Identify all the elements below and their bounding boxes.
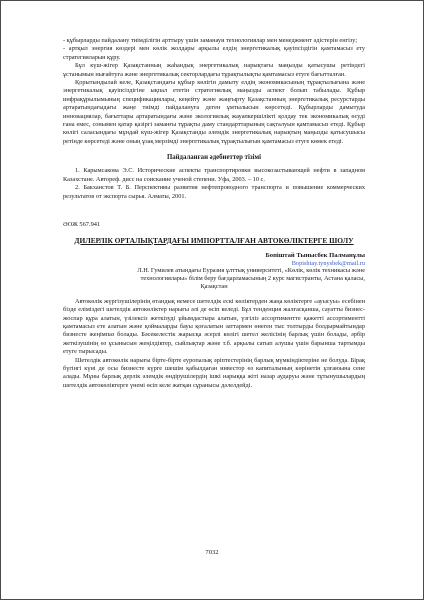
affiliation-line: Қазақстан [200,283,228,291]
body-paragraph: Шетелдік автокөлік нарығы бірте-бірте еуропалық әріптестерінің барлық мүмкіндіктеріне не болуда. Бірақ бүгінгі күні де осы бизнесте күрге шешім қабылдаған инвестор өз капиталының көрінетін ұлғаюына сене алады. Мұны барлық дерлік әлемдік өндірушілердің ішкі нарыққа жіті назар аударуы және тұтынушылардың шетелдік автокөліктерге үнемі өсіп келе жатқан сұранысы дәлелдейді. [63,356,365,389]
page-number: 7032 [205,549,219,556]
conclusion-paragraph: Қорытындылай келе, Қазақстандағы құбыр көлігін дамыту елдің экономикасының тұрақтылығына және энергетикалық қауіпсіздігіне ықпал ететін стратегиялық маңызды аспект болып табылады. Құбыр инфрақұрылымының спецификациялары, кеңейту және жаңғырту Қазақстанның энергетикалық ресурстарды артаратындағыдағы жаңе тиімді пайдалануға деген ұмтылысын көрсетеді. Құбырларды дамытуда инновациялар, бағыттары артаратындағы және экологиялық жауапкершілікті қолдау тек экономикалық өсуді ғана емес, сонымен қатар қазіргі заманғы тұрақты даму стандарттарының сақталуын қамтамасыз етеді. Құбыр көлігі саласындағы мұндай күш-жігер Қазақстанды әлемдік энергетикалық нарықтың маңызды қатысушысы ретінде көрсетеді және оның ұзақ мерзімді энергетикалық тұрақтылығын қамтамасыз етуге көмек етеді. [63,79,365,145]
body-paragraph: Автокөлік жүргізушілерінің өтандық немесе шетелдік ескі көліктерден жаңа көліктерге «ауысуы» есебінен бізде еліміздегі шетелдік автокөліктер нарығы әлі де өсіп келеді. Бұл тенденция жалғасқанша, сауатты бизнес-жоспар құра алатын, үзілексіз жеткізуді ұйымдастыра алатын, үзгіліз ассортиментте қажетті ассортиментті қамтамасыз ете алатын және қоймаларды бауы қоғалатын заттармен өнеген тыс толтырды болдырмайтындар бизнесте жеңімпаз болады. Бәсекелестік жарысқа әсерлі көлігі шетел желісінің барлық үшін болады, әрбір жеткізушінің өз ұсынысын жеңілдіктер, сыйлықтар және т.б. арқылы сатып алушы үшін барынша тартымды етуге тырысады. [63,297,365,356]
reference-item: 1. Карымсакова Э.С. Исторические аспекты транспортировки высокозастывающей нефти в западном Казахстане. Автореф. дисс на соискание ученой степени. Уфа, 2003. – 10 с. [63,167,365,183]
page-content [63,37,365,390]
bullet-paragraph: - құбырларды пайдалану тиімділігін арттыру үшін заманауи технологиялар мен менеджмент әдістерін енгізу; [63,37,358,44]
reference-item: 2. Бакханстов Т. Б. Перспективы развития нефтепроводного транспорта и повышение коммерческих результатов от экспорта сырья. Алматы, 2001. [63,184,365,200]
affiliation-line: Л.Н. Гумилев атындағы Еуразия ұлттық университеті, «Көлік, көлік техникасы және [137,266,365,274]
article-title: ДИЛЕРЛІК ОРТАЛЫҚТАРДАҒЫ ИМПОРТТАЛҒАН АВТОКӨЛІКТЕРГЕ ШОЛУ [74,235,354,245]
author-name: Бопіштай Тынысбек Палманұлы [265,251,365,259]
bullet-paragraph: - артқыл энергия көздері мен көлік жолдары арқылы елдің энергетикалық қауіпсіздігін қамтамасыз ету стратегияларын құру. [63,45,365,61]
author-email-link[interactable]: Bopishtay.tynysbek@mail.ru [291,259,365,267]
affiliation-line: технологиялары» білім беру бағдарламасының 2 курс магистранты, Астана қаласы, [140,274,365,282]
body-paragraph: Бұл күш-жігер Қазақстанның жаһандық энергетикалық нарықтағы маңызды қатысушы ретіндегі ұстанымын нығайтуға және энергетикалық секторлардағы тұрақтылықты қамтамасыз етуге бағытталған. [63,62,365,78]
references-heading: Пайдаланған әдебиеттер тізімі [166,154,262,162]
udc-code: ӘОЖ 567.941 [63,220,101,228]
